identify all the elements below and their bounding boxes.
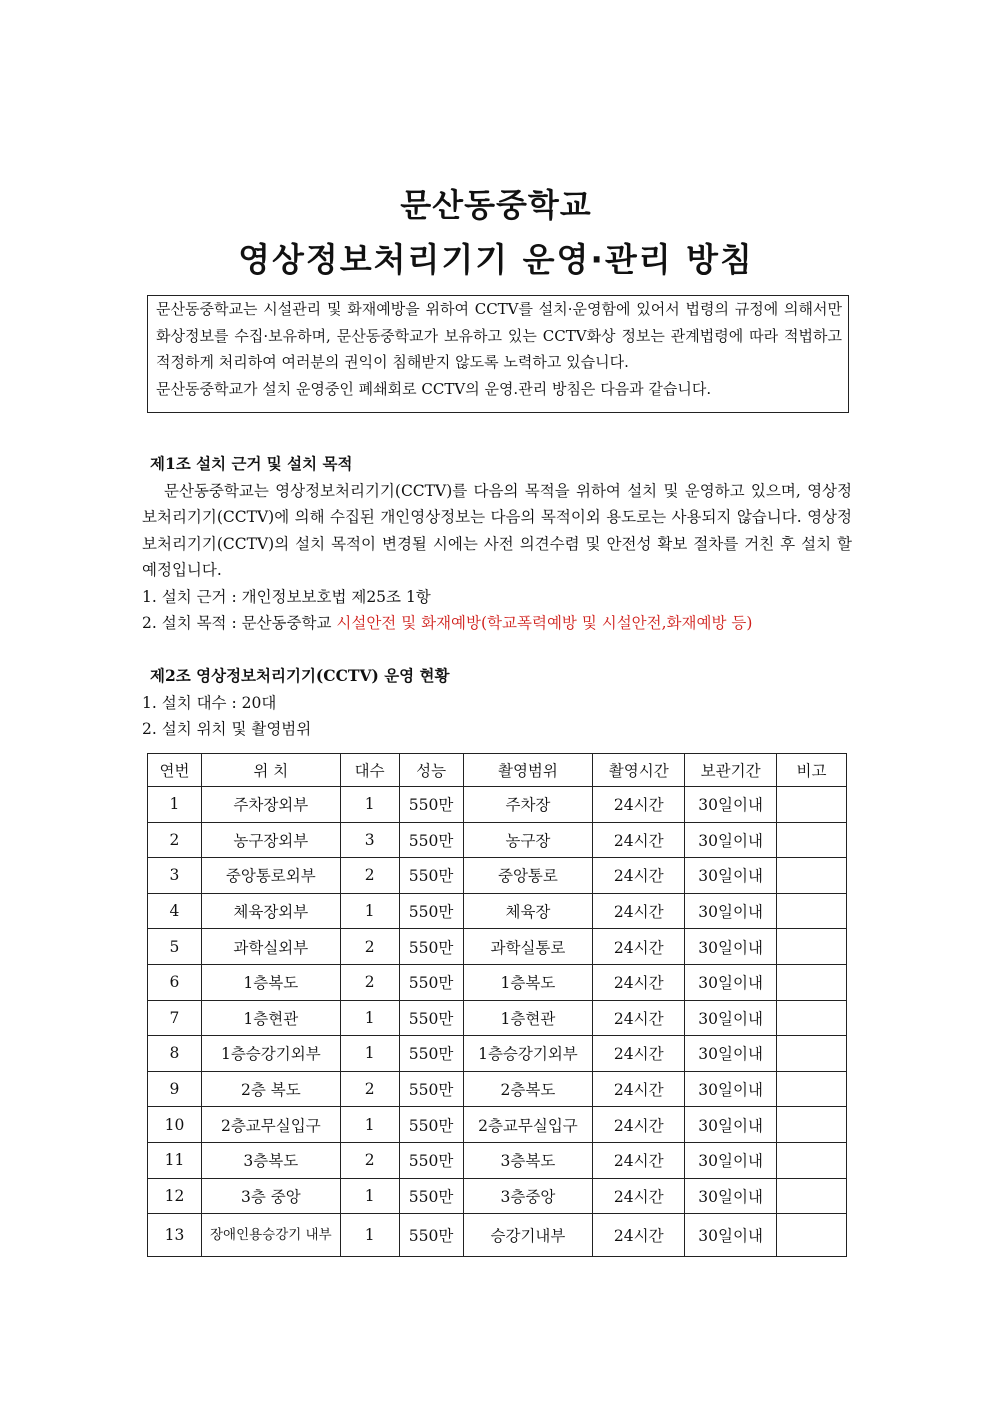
table-cell: 6 xyxy=(148,964,202,1000)
table-cell: 30일이내 xyxy=(685,1071,777,1107)
table-cell: 5 xyxy=(148,929,202,965)
table-cell: 체육장외부 xyxy=(201,893,340,929)
table-cell: 1 xyxy=(340,787,399,823)
table-cell: 550만 xyxy=(399,822,463,858)
table-cell: 550만 xyxy=(399,893,463,929)
table-cell: 24시간 xyxy=(593,964,685,1000)
table-cell: 30일이내 xyxy=(685,1178,777,1214)
table-cell: 2 xyxy=(340,1142,399,1178)
table-cell: 1 xyxy=(340,1107,399,1143)
article-2-heading: 제2조 영상정보처리기기(CCTV) 운영 현황 xyxy=(150,666,450,685)
table-cell: 13 xyxy=(148,1214,202,1257)
table-cell: 30일이내 xyxy=(685,1214,777,1257)
table-cell xyxy=(777,893,847,929)
article-1 xyxy=(142,451,852,637)
table-row xyxy=(148,858,847,894)
header-cell: 촬영시간 xyxy=(593,754,685,787)
table-row xyxy=(148,1071,847,1107)
table-cell: 30일이내 xyxy=(685,964,777,1000)
table-cell: 주차장 xyxy=(463,787,593,823)
table-cell: 1 xyxy=(340,893,399,929)
table-cell: 24시간 xyxy=(593,1000,685,1036)
article-2 xyxy=(142,663,852,743)
table-cell: 주차장외부 xyxy=(201,787,340,823)
table-cell: 550만 xyxy=(399,1036,463,1072)
table-cell: 30일이내 xyxy=(685,893,777,929)
header-cell: 연번 xyxy=(148,754,202,787)
header-cell: 대수 xyxy=(340,754,399,787)
cctv-table xyxy=(147,753,847,1257)
table-cell: 30일이내 xyxy=(685,1000,777,1036)
table-row xyxy=(148,1178,847,1214)
table-cell: 30일이내 xyxy=(685,787,777,823)
table-cell xyxy=(777,1214,847,1257)
table-row xyxy=(148,1214,847,1257)
table-cell xyxy=(777,964,847,1000)
table-cell: 2 xyxy=(340,858,399,894)
table-cell: 24시간 xyxy=(593,822,685,858)
table-cell xyxy=(777,1036,847,1072)
table-cell: 승강기내부 xyxy=(463,1214,593,1257)
table-cell: 1 xyxy=(148,787,202,823)
table-row xyxy=(148,929,847,965)
table-cell: 24시간 xyxy=(593,1071,685,1107)
policy-title: 영상정보처리기기 운영·관리 방침 xyxy=(238,240,754,279)
article-1-item-2 xyxy=(142,610,852,637)
table-cell: 30일이내 xyxy=(685,1036,777,1072)
table-cell: 1 xyxy=(340,1214,399,1257)
table-cell: 550만 xyxy=(399,1107,463,1143)
table-cell: 550만 xyxy=(399,858,463,894)
table-cell: 2 xyxy=(148,822,202,858)
table-cell: 30일이내 xyxy=(685,929,777,965)
table-cell: 550만 xyxy=(399,1214,463,1257)
table-body xyxy=(148,787,847,1257)
table-cell: 550만 xyxy=(399,964,463,1000)
table-cell: 12 xyxy=(148,1178,202,1214)
header-cell: 비고 xyxy=(777,754,847,787)
table-cell: 24시간 xyxy=(593,1178,685,1214)
table-cell: 1층승강기외부 xyxy=(201,1036,340,1072)
table-cell xyxy=(777,787,847,823)
article-2-item-2: 2. 설치 위치 및 촬영범위 xyxy=(142,720,312,738)
table-cell: 550만 xyxy=(399,1178,463,1214)
table-row xyxy=(148,964,847,1000)
table-cell: 2층 복도 xyxy=(201,1071,340,1107)
table-cell xyxy=(777,858,847,894)
table-cell: 3층중앙 xyxy=(463,1178,593,1214)
table-row xyxy=(148,1000,847,1036)
article-1-item-2-prefix: 2. 설치 목적 : 문산동중학교 xyxy=(142,614,337,632)
table-row xyxy=(148,1107,847,1143)
table-cell: 30일이내 xyxy=(685,858,777,894)
table-cell: 10 xyxy=(148,1107,202,1143)
table-cell: 8 xyxy=(148,1036,202,1072)
table-cell: 2층복도 xyxy=(463,1071,593,1107)
table-cell xyxy=(777,929,847,965)
table-cell xyxy=(777,822,847,858)
table-cell: 24시간 xyxy=(593,929,685,965)
table-cell: 1층현관 xyxy=(201,1000,340,1036)
table-row xyxy=(148,787,847,823)
table-cell: 과학실통로 xyxy=(463,929,593,965)
article-1-item-2-highlight: 시설안전 및 화재예방(학교폭력예방 및 시설안전,화재예방 등) xyxy=(336,614,753,632)
table-cell: 장애인용승강기 내부 xyxy=(201,1214,340,1257)
article-1-item-1: 1. 설치 근거 : 개인정보보호법 제25조 1항 xyxy=(142,587,431,606)
table-cell: 24시간 xyxy=(593,1214,685,1257)
table-cell: 550만 xyxy=(399,1000,463,1036)
table-cell: 24시간 xyxy=(593,787,685,823)
table-cell: 2 xyxy=(340,929,399,965)
header-cell: 위 치 xyxy=(201,754,340,787)
table-cell: 24시간 xyxy=(593,893,685,929)
table-cell xyxy=(777,1000,847,1036)
table-cell: 3 xyxy=(340,822,399,858)
table-cell: 9 xyxy=(148,1071,202,1107)
table-row xyxy=(148,893,847,929)
table-cell: 2층교무실입구 xyxy=(201,1107,340,1143)
table-cell: 중앙통로외부 xyxy=(201,858,340,894)
table-cell: 30일이내 xyxy=(685,1107,777,1143)
table-cell: 24시간 xyxy=(593,1142,685,1178)
intro-paragraph-2: 문산동중학교가 설치 운영중인 폐쇄회로 CCTV의 운영.관리 방침은 다음과 같습니다. xyxy=(156,379,712,398)
table-cell: 30일이내 xyxy=(685,822,777,858)
header-cell: 촬영범위 xyxy=(463,754,593,787)
table-cell: 11 xyxy=(148,1142,202,1178)
table-cell: 550만 xyxy=(399,929,463,965)
table-cell: 1층복도 xyxy=(463,964,593,1000)
table-cell: 1 xyxy=(340,1178,399,1214)
table-row xyxy=(148,1036,847,1072)
table-cell: 1 xyxy=(340,1036,399,1072)
table-cell: 농구장 xyxy=(463,822,593,858)
intro-box xyxy=(147,295,849,413)
table-cell: 2층교무실입구 xyxy=(463,1107,593,1143)
table-cell: 30일이내 xyxy=(685,1142,777,1178)
table-cell: 24시간 xyxy=(593,858,685,894)
table-cell: 4 xyxy=(148,893,202,929)
table-cell: 과학실외부 xyxy=(201,929,340,965)
table-cell: 1층승강기외부 xyxy=(463,1036,593,1072)
table-header-row xyxy=(148,754,847,787)
table-cell: 2 xyxy=(340,1071,399,1107)
table-cell: 7 xyxy=(148,1000,202,1036)
table-cell: 1층현관 xyxy=(463,1000,593,1036)
table-cell: 농구장외부 xyxy=(201,822,340,858)
intro-paragraph-1: 문산동중학교는 시설관리 및 화재예방을 위하여 CCTV를 설치·운영함에 있어서 법령의 규정에 의해서만 화상정보를 수집·보유하며, 문산동중학교가 보유하고 있는 CCTV화상 정보는 관계법령에 따라 적법하고 적정하게 처리하여 여러분의 권익이 침해받지 않도록 노력하고 있습니다. xyxy=(156,300,842,371)
article-2-item-1: 1. 설치 대수 : 20대 xyxy=(142,693,277,712)
table-cell: 24시간 xyxy=(593,1036,685,1072)
school-title: 문산동중학교 xyxy=(400,186,592,224)
header-cell: 보관기간 xyxy=(685,754,777,787)
table-cell: 550만 xyxy=(399,1071,463,1107)
table-cell: 중앙통로 xyxy=(463,858,593,894)
table-cell: 3층복도 xyxy=(463,1142,593,1178)
article-1-heading: 제1조 설치 근거 및 설치 목적 xyxy=(150,454,353,473)
table-cell: 1층복도 xyxy=(201,964,340,1000)
table-cell xyxy=(777,1178,847,1214)
table-cell xyxy=(777,1107,847,1143)
table-cell xyxy=(777,1142,847,1178)
table-cell: 550만 xyxy=(399,1142,463,1178)
table-cell: 1 xyxy=(340,1000,399,1036)
table-cell: 3층 중앙 xyxy=(201,1178,340,1214)
table-cell: 24시간 xyxy=(593,1107,685,1143)
table-cell: 2 xyxy=(340,964,399,1000)
table-row xyxy=(148,1142,847,1178)
table-row xyxy=(148,822,847,858)
article-1-body: 문산동중학교는 영상정보처리기기(CCTV)를 다음의 목적을 위하여 설치 및 운영하고 있으며, 영상정보처리기기(CCTV)에 의해 수집된 개인영상정보는 다음의 목적이외 용도로는 사용되지 않습니다. 영상정보처리기기(CCTV)의 설치 목적이 변경될 시에는 사전 의견수렴 및 안전성 확보 절차를 거친 후 설치 할 예정입니다. xyxy=(142,481,852,579)
table-cell xyxy=(777,1071,847,1107)
header-cell: 성능 xyxy=(399,754,463,787)
table-cell: 550만 xyxy=(399,787,463,823)
table-cell: 3 xyxy=(148,858,202,894)
table-cell: 3층복도 xyxy=(201,1142,340,1178)
table-cell: 체육장 xyxy=(463,893,593,929)
